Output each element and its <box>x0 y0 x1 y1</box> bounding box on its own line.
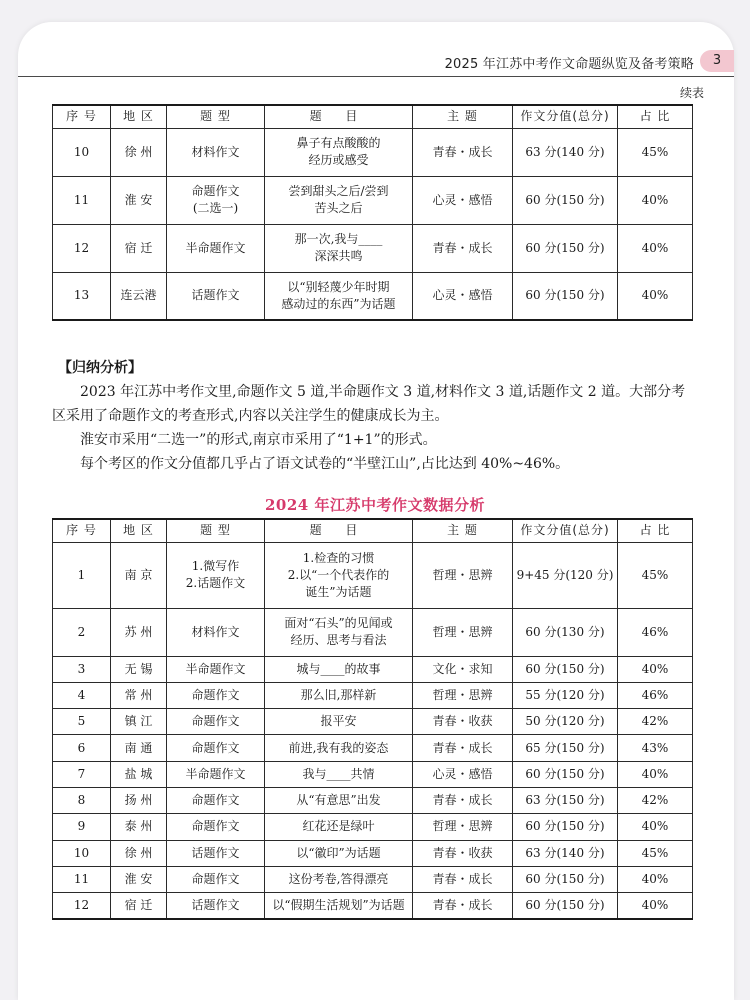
cell-theme: 心灵・感悟 <box>413 272 513 320</box>
col-header-type: 题 型 <box>167 519 265 542</box>
col-header-theme: 主 题 <box>413 105 513 128</box>
cell-number: 7 <box>53 761 111 787</box>
cell-number: 12 <box>53 224 111 272</box>
table-header-row <box>53 105 693 128</box>
table-row <box>53 608 693 656</box>
cell-ratio: 42% <box>618 709 693 735</box>
cell-topic: 1.检查的习惯 2.以“一个代表作的 诞生”为话题 <box>265 542 413 608</box>
essay-table-2023-continued <box>52 104 693 321</box>
cell-number: 3 <box>53 656 111 682</box>
cell-region: 扬 州 <box>111 787 167 813</box>
cell-region: 徐 州 <box>111 840 167 866</box>
cell-type: 半命题作文 <box>167 761 265 787</box>
cell-region: 连云港 <box>111 272 167 320</box>
cell-theme: 哲理・思辨 <box>413 608 513 656</box>
cell-score: 9+45 分(120 分) <box>513 542 618 608</box>
analysis-section <box>52 356 698 476</box>
table-row <box>53 176 693 224</box>
table-row <box>53 542 693 608</box>
running-header <box>18 50 734 77</box>
cell-topic: 从“有意思”出发 <box>265 787 413 813</box>
cell-ratio: 46% <box>618 682 693 708</box>
cell-topic: 红花还是绿叶 <box>265 814 413 840</box>
cell-theme: 心灵・感悟 <box>413 761 513 787</box>
cell-type: 材料作文 <box>167 128 265 176</box>
cell-theme: 青春・成长 <box>413 224 513 272</box>
cell-topic: 城与____的故事 <box>265 656 413 682</box>
cell-number: 2 <box>53 608 111 656</box>
cell-region: 盐 城 <box>111 761 167 787</box>
cell-theme: 青春・收获 <box>413 840 513 866</box>
cell-type: 半命题作文 <box>167 224 265 272</box>
cell-region: 常 州 <box>111 682 167 708</box>
cell-type: 命题作文 <box>167 814 265 840</box>
cell-region: 淮 安 <box>111 866 167 892</box>
cell-type: 命题作文 (二选一) <box>167 176 265 224</box>
cell-topic: 那么旧,那样新 <box>265 682 413 708</box>
table-row <box>53 787 693 813</box>
cell-topic: 面对“石头”的见闻或 经历、思考与看法 <box>265 608 413 656</box>
cell-topic: 那一次,我与____ 深深共鸣 <box>265 224 413 272</box>
table-row <box>53 761 693 787</box>
cell-ratio: 40% <box>618 893 693 919</box>
table-row <box>53 893 693 919</box>
cell-region: 南 通 <box>111 735 167 761</box>
cell-ratio: 42% <box>618 787 693 813</box>
cell-type: 命题作文 <box>167 682 265 708</box>
table-row <box>53 866 693 892</box>
cell-type: 话题作文 <box>167 272 265 320</box>
cell-topic: 我与____共情 <box>265 761 413 787</box>
continued-label: 续表 <box>679 86 704 100</box>
cell-theme: 心灵・感悟 <box>413 176 513 224</box>
analysis-paragraph: 淮安市采用“二选一”的形式,南京市采用了“1+1”的形式。 <box>80 432 437 448</box>
cell-topic: 报平安 <box>265 709 413 735</box>
cell-theme: 哲理・思辨 <box>413 542 513 608</box>
analysis-paragraph: 每个考区的作文分值都几乎占了语文试卷的“半壁江山”,占比达到 40%~46%。 <box>80 456 570 472</box>
analysis-paragraph: 2023 年江苏中考作文里,命题作文 5 道,半命题作文 3 道,材料作文 3 道,话题作文 2 道。大部分考区采用了命题作文的考查形式,内容以关注学生的健康成长为主。 <box>52 384 686 424</box>
cell-score: 65 分(150 分) <box>513 735 618 761</box>
cell-topic: 以“别轻蔑少年时期 感动过的东西”为话题 <box>265 272 413 320</box>
cell-number: 9 <box>53 814 111 840</box>
cell-type: 命题作文 <box>167 787 265 813</box>
col-header-type: 题 型 <box>167 105 265 128</box>
col-header-region: 地 区 <box>111 519 167 542</box>
cell-ratio: 46% <box>618 608 693 656</box>
cell-number: 10 <box>53 840 111 866</box>
cell-number: 12 <box>53 893 111 919</box>
col-header-score: 作文分值(总分) <box>513 519 618 542</box>
col-header-number: 序 号 <box>53 105 111 128</box>
cell-ratio: 40% <box>618 761 693 787</box>
header-title: 2025 年江苏中考作文命题纵览及备考策略 <box>444 57 694 72</box>
cell-score: 63 分(150 分) <box>513 787 618 813</box>
table-row <box>53 656 693 682</box>
table-header-row <box>53 519 693 542</box>
cell-ratio: 43% <box>618 735 693 761</box>
cell-theme: 青春・成长 <box>413 787 513 813</box>
cell-type: 命题作文 <box>167 709 265 735</box>
col-header-topic: 题 目 <box>265 519 413 542</box>
col-header-theme: 主 题 <box>413 519 513 542</box>
cell-region: 宿 迁 <box>111 224 167 272</box>
cell-region: 徐 州 <box>111 128 167 176</box>
cell-ratio: 40% <box>618 176 693 224</box>
cell-number: 6 <box>53 735 111 761</box>
cell-theme: 文化・求知 <box>413 656 513 682</box>
table-row <box>53 814 693 840</box>
cell-number: 13 <box>53 272 111 320</box>
table-row <box>53 128 693 176</box>
cell-topic: 以“徽印”为话题 <box>265 840 413 866</box>
cell-topic: 以“假期生活规划”为话题 <box>265 893 413 919</box>
cell-score: 63 分(140 分) <box>513 840 618 866</box>
col-header-topic: 题 目 <box>265 105 413 128</box>
col-header-score: 作文分值(总分) <box>513 105 618 128</box>
cell-number: 1 <box>53 542 111 608</box>
cell-score: 60 分(150 分) <box>513 272 618 320</box>
cell-score: 60 分(150 分) <box>513 224 618 272</box>
cell-region: 淮 安 <box>111 176 167 224</box>
cell-score: 60 分(150 分) <box>513 176 618 224</box>
cell-topic: 鼻子有点酸酸的 经历或感受 <box>265 128 413 176</box>
cell-score: 60 分(150 分) <box>513 761 618 787</box>
page-number: 3 <box>700 50 734 72</box>
table-row <box>53 272 693 320</box>
cell-theme: 青春・收获 <box>413 709 513 735</box>
essay-table-2024 <box>52 518 693 920</box>
table-row <box>53 709 693 735</box>
analysis-heading: 【归纳分析】 <box>58 360 142 376</box>
cell-ratio: 45% <box>618 542 693 608</box>
cell-number: 4 <box>53 682 111 708</box>
cell-ratio: 40% <box>618 814 693 840</box>
table-row <box>53 224 693 272</box>
cell-region: 镇 江 <box>111 709 167 735</box>
cell-topic: 前进,我有我的姿态 <box>265 735 413 761</box>
cell-type: 1.微写作 2.话题作文 <box>167 542 265 608</box>
cell-theme: 青春・成长 <box>413 866 513 892</box>
cell-number: 5 <box>53 709 111 735</box>
cell-type: 命题作文 <box>167 866 265 892</box>
cell-score: 63 分(140 分) <box>513 128 618 176</box>
cell-theme: 青春・成长 <box>413 893 513 919</box>
cell-theme: 哲理・思辨 <box>413 682 513 708</box>
cell-number: 11 <box>53 866 111 892</box>
cell-ratio: 40% <box>618 272 693 320</box>
cell-ratio: 45% <box>618 128 693 176</box>
cell-score: 60 分(150 分) <box>513 866 618 892</box>
cell-ratio: 45% <box>618 840 693 866</box>
section-title-2024: 2024 年江苏中考作文数据分析 <box>265 496 485 514</box>
cell-ratio: 40% <box>618 224 693 272</box>
cell-type: 话题作文 <box>167 893 265 919</box>
cell-topic: 尝到甜头之后/尝到 苦头之后 <box>265 176 413 224</box>
cell-score: 60 分(130 分) <box>513 608 618 656</box>
cell-theme: 哲理・思辨 <box>413 814 513 840</box>
cell-score: 60 分(150 分) <box>513 814 618 840</box>
cell-score: 55 分(120 分) <box>513 682 618 708</box>
cell-theme: 青春・成长 <box>413 128 513 176</box>
cell-region: 泰 州 <box>111 814 167 840</box>
cell-type: 半命题作文 <box>167 656 265 682</box>
col-header-ratio: 占 比 <box>618 519 693 542</box>
col-header-region: 地 区 <box>111 105 167 128</box>
cell-type: 材料作文 <box>167 608 265 656</box>
cell-type: 命题作文 <box>167 735 265 761</box>
cell-number: 8 <box>53 787 111 813</box>
cell-region: 苏 州 <box>111 608 167 656</box>
table-row <box>53 682 693 708</box>
table-row <box>53 735 693 761</box>
cell-number: 11 <box>53 176 111 224</box>
cell-number: 10 <box>53 128 111 176</box>
cell-region: 宿 迁 <box>111 893 167 919</box>
cell-ratio: 40% <box>618 656 693 682</box>
cell-ratio: 40% <box>618 866 693 892</box>
col-header-number: 序 号 <box>53 519 111 542</box>
col-header-ratio: 占 比 <box>618 105 693 128</box>
cell-region: 南 京 <box>111 542 167 608</box>
table-row <box>53 840 693 866</box>
cell-topic: 这份考卷,答得漂亮 <box>265 866 413 892</box>
cell-region: 无 锡 <box>111 656 167 682</box>
cell-score: 60 分(150 分) <box>513 656 618 682</box>
cell-type: 话题作文 <box>167 840 265 866</box>
cell-score: 50 分(120 分) <box>513 709 618 735</box>
cell-theme: 青春・成长 <box>413 735 513 761</box>
cell-score: 60 分(150 分) <box>513 893 618 919</box>
